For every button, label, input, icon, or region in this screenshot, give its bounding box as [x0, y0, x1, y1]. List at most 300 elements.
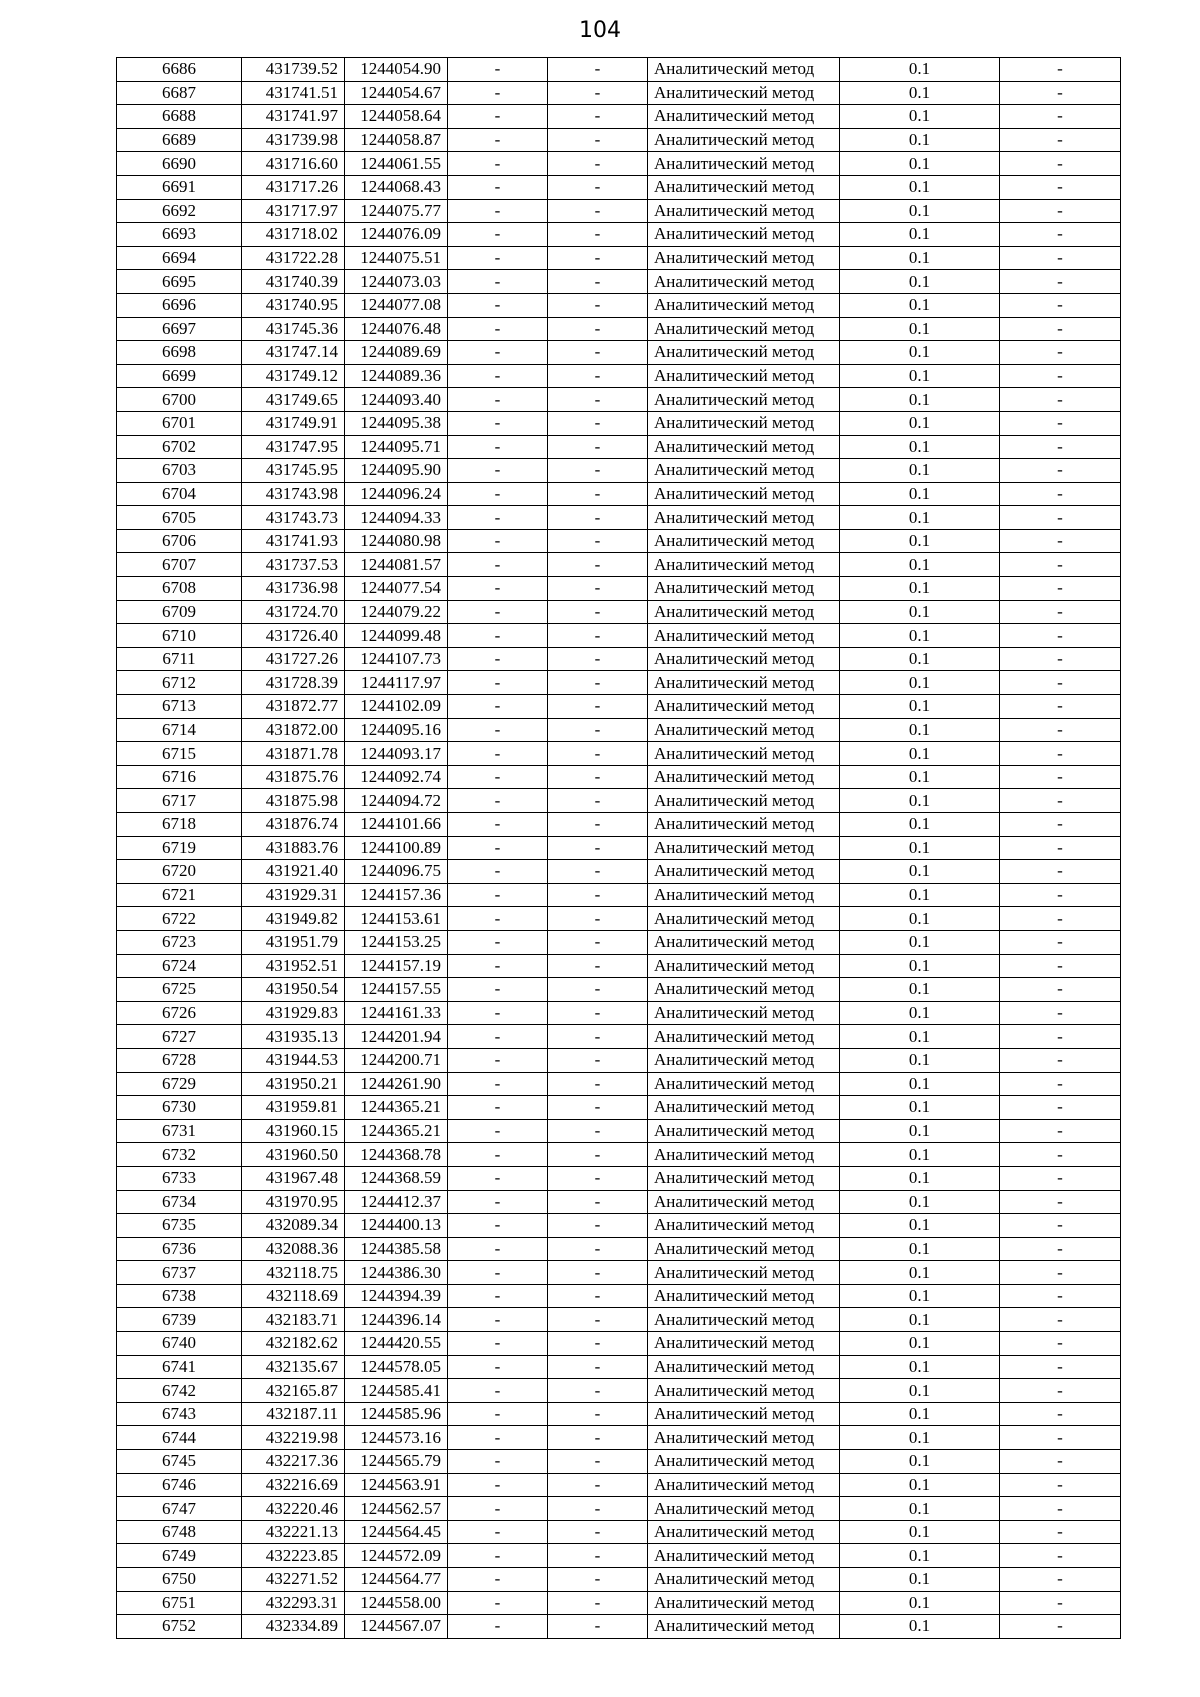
col5-cell: - — [548, 1402, 648, 1426]
x-coordinate-cell: 431749.91 — [242, 411, 345, 435]
accuracy-cell: 0.1 — [840, 978, 1000, 1002]
col5-cell: - — [548, 529, 648, 553]
col8-cell: - — [1000, 1237, 1121, 1261]
col5-cell: - — [548, 789, 648, 813]
method-cell: Аналитический метод — [648, 1402, 840, 1426]
y-coordinate-cell: 1244153.61 — [345, 907, 448, 931]
table-row — [117, 836, 1121, 860]
table-row — [117, 813, 1121, 837]
x-coordinate-cell: 431718.02 — [242, 223, 345, 247]
accuracy-cell: 0.1 — [840, 1214, 1000, 1238]
col8-cell: - — [1000, 1048, 1121, 1072]
col8-cell: - — [1000, 1166, 1121, 1190]
method-cell: Аналитический метод — [648, 813, 840, 837]
col5-cell: - — [548, 175, 648, 199]
accuracy-cell: 0.1 — [840, 1355, 1000, 1379]
table-row — [117, 317, 1121, 341]
col5-cell: - — [548, 105, 648, 129]
col4-cell: - — [448, 553, 548, 577]
table-row — [117, 364, 1121, 388]
method-cell: Аналитический метод — [648, 246, 840, 270]
col4-cell: - — [448, 105, 548, 129]
method-cell: Аналитический метод — [648, 860, 840, 884]
table-row — [117, 1214, 1121, 1238]
col4-cell: - — [448, 1119, 548, 1143]
page-number: 104 — [579, 18, 621, 43]
col5-cell: - — [548, 742, 648, 766]
col5-cell: - — [548, 1143, 648, 1167]
x-coordinate-cell: 431929.83 — [242, 1001, 345, 1025]
table-row — [117, 223, 1121, 247]
point-number-cell: 6717 — [117, 789, 242, 813]
point-number-cell: 6704 — [117, 482, 242, 506]
table-row — [117, 1119, 1121, 1143]
point-number-cell: 6694 — [117, 246, 242, 270]
method-cell: Аналитический метод — [648, 199, 840, 223]
y-coordinate-cell: 1244095.16 — [345, 718, 448, 742]
x-coordinate-cell: 432220.46 — [242, 1497, 345, 1521]
col5-cell: - — [548, 506, 648, 530]
y-coordinate-cell: 1244107.73 — [345, 647, 448, 671]
col5-cell: - — [548, 1308, 648, 1332]
col5-cell: - — [548, 930, 648, 954]
table-row — [117, 341, 1121, 365]
col8-cell: - — [1000, 317, 1121, 341]
point-number-cell: 6701 — [117, 411, 242, 435]
point-number-cell: 6724 — [117, 954, 242, 978]
point-number-cell: 6742 — [117, 1379, 242, 1403]
x-coordinate-cell: 431724.70 — [242, 600, 345, 624]
col5-cell: - — [548, 341, 648, 365]
col4-cell: - — [448, 1025, 548, 1049]
col4-cell: - — [448, 58, 548, 82]
y-coordinate-cell: 1244076.09 — [345, 223, 448, 247]
col5-cell: - — [548, 1520, 648, 1544]
y-coordinate-cell: 1244564.77 — [345, 1568, 448, 1592]
table-row — [117, 907, 1121, 931]
x-coordinate-cell: 431727.26 — [242, 647, 345, 671]
table-row — [117, 718, 1121, 742]
col5-cell: - — [548, 1190, 648, 1214]
accuracy-cell: 0.1 — [840, 789, 1000, 813]
method-cell: Аналитический метод — [648, 293, 840, 317]
y-coordinate-cell: 1244054.90 — [345, 58, 448, 82]
x-coordinate-cell: 431726.40 — [242, 624, 345, 648]
col8-cell: - — [1000, 341, 1121, 365]
col5-cell: - — [548, 1426, 648, 1450]
y-coordinate-cell: 1244157.55 — [345, 978, 448, 1002]
point-number-cell: 6736 — [117, 1237, 242, 1261]
y-coordinate-cell: 1244365.21 — [345, 1119, 448, 1143]
y-coordinate-cell: 1244080.98 — [345, 529, 448, 553]
col8-cell: - — [1000, 506, 1121, 530]
col4-cell: - — [448, 836, 548, 860]
col8-cell: - — [1000, 836, 1121, 860]
col8-cell: - — [1000, 435, 1121, 459]
table-row — [117, 695, 1121, 719]
method-cell: Аналитический метод — [648, 577, 840, 601]
x-coordinate-cell: 432183.71 — [242, 1308, 345, 1332]
method-cell: Аналитический метод — [648, 954, 840, 978]
method-cell: Аналитический метод — [648, 81, 840, 105]
table-row — [117, 1473, 1121, 1497]
y-coordinate-cell: 1244092.74 — [345, 765, 448, 789]
x-coordinate-cell: 431747.95 — [242, 435, 345, 459]
point-number-cell: 6726 — [117, 1001, 242, 1025]
y-coordinate-cell: 1244077.08 — [345, 293, 448, 317]
col5-cell: - — [548, 364, 648, 388]
col4-cell: - — [448, 695, 548, 719]
method-cell: Аналитический метод — [648, 624, 840, 648]
x-coordinate-cell: 432089.34 — [242, 1214, 345, 1238]
col5-cell: - — [548, 459, 648, 483]
col8-cell: - — [1000, 1544, 1121, 1568]
accuracy-cell: 0.1 — [840, 836, 1000, 860]
y-coordinate-cell: 1244200.71 — [345, 1048, 448, 1072]
accuracy-cell: 0.1 — [840, 1402, 1000, 1426]
x-coordinate-cell: 431935.13 — [242, 1025, 345, 1049]
col4-cell: - — [448, 1332, 548, 1356]
x-coordinate-cell: 431950.21 — [242, 1072, 345, 1096]
method-cell: Аналитический метод — [648, 1332, 840, 1356]
col8-cell: - — [1000, 482, 1121, 506]
col8-cell: - — [1000, 695, 1121, 719]
col4-cell: - — [448, 459, 548, 483]
col5-cell: - — [548, 128, 648, 152]
point-number-cell: 6720 — [117, 860, 242, 884]
y-coordinate-cell: 1244564.45 — [345, 1520, 448, 1544]
accuracy-cell: 0.1 — [840, 364, 1000, 388]
point-number-cell: 6733 — [117, 1166, 242, 1190]
y-coordinate-cell: 1244161.33 — [345, 1001, 448, 1025]
col5-cell: - — [548, 388, 648, 412]
method-cell: Аналитический метод — [648, 128, 840, 152]
x-coordinate-cell: 432187.11 — [242, 1402, 345, 1426]
col8-cell: - — [1000, 246, 1121, 270]
method-cell: Аналитический метод — [648, 553, 840, 577]
x-coordinate-cell: 432217.36 — [242, 1450, 345, 1474]
accuracy-cell: 0.1 — [840, 1096, 1000, 1120]
point-number-cell: 6722 — [117, 907, 242, 931]
col4-cell: - — [448, 152, 548, 176]
method-cell: Аналитический метод — [648, 1568, 840, 1592]
table-row — [117, 1379, 1121, 1403]
x-coordinate-cell: 431875.98 — [242, 789, 345, 813]
col8-cell: - — [1000, 1284, 1121, 1308]
table-row — [117, 506, 1121, 530]
accuracy-cell: 0.1 — [840, 1450, 1000, 1474]
table-row — [117, 860, 1121, 884]
col4-cell: - — [448, 1379, 548, 1403]
method-cell: Аналитический метод — [648, 152, 840, 176]
accuracy-cell: 0.1 — [840, 718, 1000, 742]
accuracy-cell: 0.1 — [840, 293, 1000, 317]
y-coordinate-cell: 1244075.51 — [345, 246, 448, 270]
col5-cell: - — [548, 954, 648, 978]
x-coordinate-cell: 431739.52 — [242, 58, 345, 82]
method-cell: Аналитический метод — [648, 1237, 840, 1261]
col8-cell: - — [1000, 223, 1121, 247]
y-coordinate-cell: 1244076.48 — [345, 317, 448, 341]
col5-cell: - — [548, 600, 648, 624]
col8-cell: - — [1000, 883, 1121, 907]
col4-cell: - — [448, 81, 548, 105]
col4-cell: - — [448, 1048, 548, 1072]
col4-cell: - — [448, 435, 548, 459]
point-number-cell: 6696 — [117, 293, 242, 317]
x-coordinate-cell: 431736.98 — [242, 577, 345, 601]
table-row — [117, 529, 1121, 553]
x-coordinate-cell: 431872.00 — [242, 718, 345, 742]
x-coordinate-cell: 431872.77 — [242, 695, 345, 719]
col8-cell: - — [1000, 930, 1121, 954]
col4-cell: - — [448, 1355, 548, 1379]
accuracy-cell: 0.1 — [840, 1190, 1000, 1214]
x-coordinate-cell: 431743.98 — [242, 482, 345, 506]
col4-cell: - — [448, 624, 548, 648]
point-number-cell: 6750 — [117, 1568, 242, 1592]
table-row — [117, 1072, 1121, 1096]
col5-cell: - — [548, 1048, 648, 1072]
x-coordinate-cell: 431959.81 — [242, 1096, 345, 1120]
y-coordinate-cell: 1244558.00 — [345, 1591, 448, 1615]
point-number-cell: 6692 — [117, 199, 242, 223]
y-coordinate-cell: 1244061.55 — [345, 152, 448, 176]
table-row — [117, 1237, 1121, 1261]
col8-cell: - — [1000, 718, 1121, 742]
col5-cell: - — [548, 1355, 648, 1379]
col8-cell: - — [1000, 978, 1121, 1002]
point-number-cell: 6714 — [117, 718, 242, 742]
col5-cell: - — [548, 1450, 648, 1474]
x-coordinate-cell: 431960.50 — [242, 1143, 345, 1167]
x-coordinate-cell: 432182.62 — [242, 1332, 345, 1356]
col8-cell: - — [1000, 954, 1121, 978]
y-coordinate-cell: 1244412.37 — [345, 1190, 448, 1214]
y-coordinate-cell: 1244096.75 — [345, 860, 448, 884]
accuracy-cell: 0.1 — [840, 1048, 1000, 1072]
point-number-cell: 6741 — [117, 1355, 242, 1379]
x-coordinate-cell: 431871.78 — [242, 742, 345, 766]
point-number-cell: 6698 — [117, 341, 242, 365]
col4-cell: - — [448, 1214, 548, 1238]
table-row — [117, 1166, 1121, 1190]
table-row — [117, 1261, 1121, 1285]
x-coordinate-cell: 431741.51 — [242, 81, 345, 105]
table-row — [117, 58, 1121, 82]
accuracy-cell: 0.1 — [840, 1332, 1000, 1356]
col5-cell: - — [548, 1025, 648, 1049]
method-cell: Аналитический метод — [648, 1426, 840, 1450]
col8-cell: - — [1000, 58, 1121, 82]
x-coordinate-cell: 431728.39 — [242, 671, 345, 695]
accuracy-cell: 0.1 — [840, 600, 1000, 624]
table-row — [117, 105, 1121, 129]
y-coordinate-cell: 1244585.96 — [345, 1402, 448, 1426]
method-cell: Аналитический метод — [648, 1284, 840, 1308]
method-cell: Аналитический метод — [648, 883, 840, 907]
x-coordinate-cell: 431921.40 — [242, 860, 345, 884]
table-row — [117, 81, 1121, 105]
col5-cell: - — [548, 270, 648, 294]
accuracy-cell: 0.1 — [840, 1025, 1000, 1049]
col8-cell: - — [1000, 128, 1121, 152]
coordinates-table — [116, 57, 1121, 1639]
col5-cell: - — [548, 836, 648, 860]
accuracy-cell: 0.1 — [840, 1544, 1000, 1568]
y-coordinate-cell: 1244073.03 — [345, 270, 448, 294]
col5-cell: - — [548, 1072, 648, 1096]
y-coordinate-cell: 1244094.33 — [345, 506, 448, 530]
method-cell: Аналитический метод — [648, 742, 840, 766]
col5-cell: - — [548, 293, 648, 317]
y-coordinate-cell: 1244420.55 — [345, 1332, 448, 1356]
col4-cell: - — [448, 482, 548, 506]
col8-cell: - — [1000, 270, 1121, 294]
method-cell: Аналитический метод — [648, 1119, 840, 1143]
method-cell: Аналитический метод — [648, 1025, 840, 1049]
table-row — [117, 1615, 1121, 1639]
col8-cell: - — [1000, 624, 1121, 648]
x-coordinate-cell: 431949.82 — [242, 907, 345, 931]
method-cell: Аналитический метод — [648, 1473, 840, 1497]
accuracy-cell: 0.1 — [840, 435, 1000, 459]
point-number-cell: 6716 — [117, 765, 242, 789]
col4-cell: - — [448, 1072, 548, 1096]
col4-cell: - — [448, 978, 548, 1002]
accuracy-cell: 0.1 — [840, 647, 1000, 671]
accuracy-cell: 0.1 — [840, 907, 1000, 931]
col5-cell: - — [548, 1591, 648, 1615]
col5-cell: - — [548, 883, 648, 907]
col8-cell: - — [1000, 1143, 1121, 1167]
method-cell: Аналитический метод — [648, 482, 840, 506]
table-row — [117, 1284, 1121, 1308]
method-cell: Аналитический метод — [648, 1379, 840, 1403]
col8-cell: - — [1000, 1214, 1121, 1238]
accuracy-cell: 0.1 — [840, 1261, 1000, 1285]
col5-cell: - — [548, 1237, 648, 1261]
y-coordinate-cell: 1244077.54 — [345, 577, 448, 601]
col4-cell: - — [448, 1308, 548, 1332]
y-coordinate-cell: 1244081.57 — [345, 553, 448, 577]
table-row — [117, 270, 1121, 294]
point-number-cell: 6702 — [117, 435, 242, 459]
method-cell: Аналитический метод — [648, 1497, 840, 1521]
y-coordinate-cell: 1244368.78 — [345, 1143, 448, 1167]
point-number-cell: 6719 — [117, 836, 242, 860]
point-number-cell: 6746 — [117, 1473, 242, 1497]
col4-cell: - — [448, 647, 548, 671]
col5-cell: - — [548, 1615, 648, 1639]
point-number-cell: 6693 — [117, 223, 242, 247]
col8-cell: - — [1000, 1025, 1121, 1049]
point-number-cell: 6735 — [117, 1214, 242, 1238]
y-coordinate-cell: 1244386.30 — [345, 1261, 448, 1285]
col4-cell: - — [448, 600, 548, 624]
accuracy-cell: 0.1 — [840, 1520, 1000, 1544]
col4-cell: - — [448, 1497, 548, 1521]
x-coordinate-cell: 431743.73 — [242, 506, 345, 530]
accuracy-cell: 0.1 — [840, 128, 1000, 152]
col5-cell: - — [548, 317, 648, 341]
table-body — [117, 58, 1121, 1639]
point-number-cell: 6700 — [117, 388, 242, 412]
point-number-cell: 6723 — [117, 930, 242, 954]
col5-cell: - — [548, 482, 648, 506]
point-number-cell: 6691 — [117, 175, 242, 199]
x-coordinate-cell: 432293.31 — [242, 1591, 345, 1615]
col8-cell: - — [1000, 1615, 1121, 1639]
accuracy-cell: 0.1 — [840, 388, 1000, 412]
col4-cell: - — [448, 1473, 548, 1497]
col5-cell: - — [548, 1332, 648, 1356]
col4-cell: - — [448, 246, 548, 270]
point-number-cell: 6727 — [117, 1025, 242, 1049]
col5-cell: - — [548, 1379, 648, 1403]
col8-cell: - — [1000, 388, 1121, 412]
x-coordinate-cell: 432088.36 — [242, 1237, 345, 1261]
table-row — [117, 1190, 1121, 1214]
accuracy-cell: 0.1 — [840, 270, 1000, 294]
table-row — [117, 1355, 1121, 1379]
point-number-cell: 6721 — [117, 883, 242, 907]
point-number-cell: 6731 — [117, 1119, 242, 1143]
col4-cell: - — [448, 223, 548, 247]
accuracy-cell: 0.1 — [840, 624, 1000, 648]
method-cell: Аналитический метод — [648, 600, 840, 624]
col5-cell: - — [548, 695, 648, 719]
table-row — [117, 765, 1121, 789]
col4-cell: - — [448, 860, 548, 884]
method-cell: Аналитический метод — [648, 529, 840, 553]
col4-cell: - — [448, 1096, 548, 1120]
col8-cell: - — [1000, 860, 1121, 884]
x-coordinate-cell: 431960.15 — [242, 1119, 345, 1143]
point-number-cell: 6707 — [117, 553, 242, 577]
y-coordinate-cell: 1244573.16 — [345, 1426, 448, 1450]
accuracy-cell: 0.1 — [840, 152, 1000, 176]
accuracy-cell: 0.1 — [840, 529, 1000, 553]
col4-cell: - — [448, 883, 548, 907]
col4-cell: - — [448, 199, 548, 223]
point-number-cell: 6695 — [117, 270, 242, 294]
col8-cell: - — [1000, 907, 1121, 931]
y-coordinate-cell: 1244095.71 — [345, 435, 448, 459]
col4-cell: - — [448, 1402, 548, 1426]
y-coordinate-cell: 1244093.17 — [345, 742, 448, 766]
method-cell: Аналитический метод — [648, 364, 840, 388]
table-row — [117, 553, 1121, 577]
col5-cell: - — [548, 1544, 648, 1568]
point-number-cell: 6740 — [117, 1332, 242, 1356]
point-number-cell: 6713 — [117, 695, 242, 719]
point-number-cell: 6697 — [117, 317, 242, 341]
y-coordinate-cell: 1244094.72 — [345, 789, 448, 813]
y-coordinate-cell: 1244093.40 — [345, 388, 448, 412]
col8-cell: - — [1000, 293, 1121, 317]
y-coordinate-cell: 1244089.69 — [345, 341, 448, 365]
col8-cell: - — [1000, 1119, 1121, 1143]
accuracy-cell: 0.1 — [840, 246, 1000, 270]
point-number-cell: 6749 — [117, 1544, 242, 1568]
table-row — [117, 1568, 1121, 1592]
table-row — [117, 978, 1121, 1002]
point-number-cell: 6730 — [117, 1096, 242, 1120]
x-coordinate-cell: 432135.67 — [242, 1355, 345, 1379]
method-cell: Аналитический метод — [648, 647, 840, 671]
accuracy-cell: 0.1 — [840, 175, 1000, 199]
